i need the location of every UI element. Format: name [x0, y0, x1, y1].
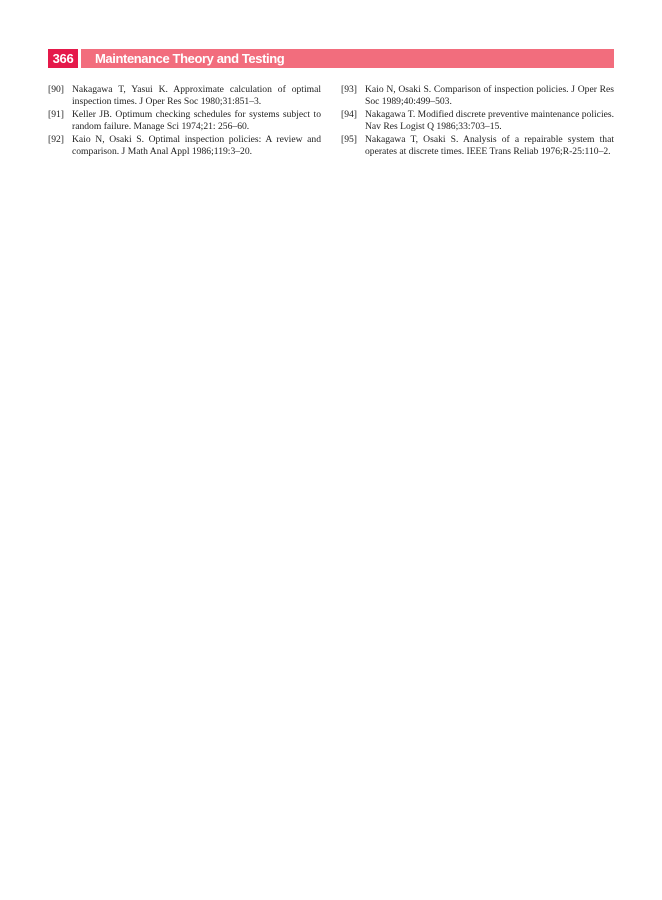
reference-entry: [341, 134, 614, 157]
reference-column-right: [341, 84, 614, 160]
reference-entry: [341, 84, 614, 107]
reference-number: [91]: [48, 109, 64, 121]
reference-text: Nakagawa T. Modified discrete preventive maintenance policies. Nav Res Logist Q 1986;33:703–15.: [365, 109, 614, 132]
reference-text: Keller JB. Optimum checking schedules for systems subject to random failure. Manage Sci 1974;21: 256–60.: [72, 109, 321, 132]
reference-entry: [48, 109, 321, 132]
running-header: [48, 49, 614, 68]
reference-number: [93]: [341, 84, 357, 95]
reference-number: [94]: [341, 109, 357, 121]
reference-list: [48, 84, 614, 160]
reference-column-left: [48, 84, 321, 160]
chapter-title: Maintenance Theory and Testing: [81, 49, 614, 68]
reference-number: [92]: [48, 134, 64, 146]
page-number: 366: [48, 49, 78, 68]
reference-text: Kaio N, Osaki S. Optimal inspection policies: A review and comparison. J Math Anal Appl 1986;119:3–20.: [72, 134, 321, 157]
reference-number: [90]: [48, 84, 64, 95]
reference-text: Kaio N, Osaki S. Comparison of inspection policies. J Oper Res Soc 1989;40:499–503.: [365, 84, 614, 107]
reference-text: Nakagawa T, Osaki S. Analysis of a repairable system that operates at discrete times. IEEE Trans Reliab 1976;R-25:110–2.: [365, 134, 614, 157]
reference-text: Nakagawa T, Yasui K. Approximate calculation of optimal inspection times. J Oper Res Soc 1980;31:851–3.: [72, 84, 321, 107]
reference-number: [95]: [341, 134, 357, 146]
reference-entry: [341, 109, 614, 132]
reference-entry: [48, 134, 321, 157]
reference-entry: [48, 84, 321, 107]
